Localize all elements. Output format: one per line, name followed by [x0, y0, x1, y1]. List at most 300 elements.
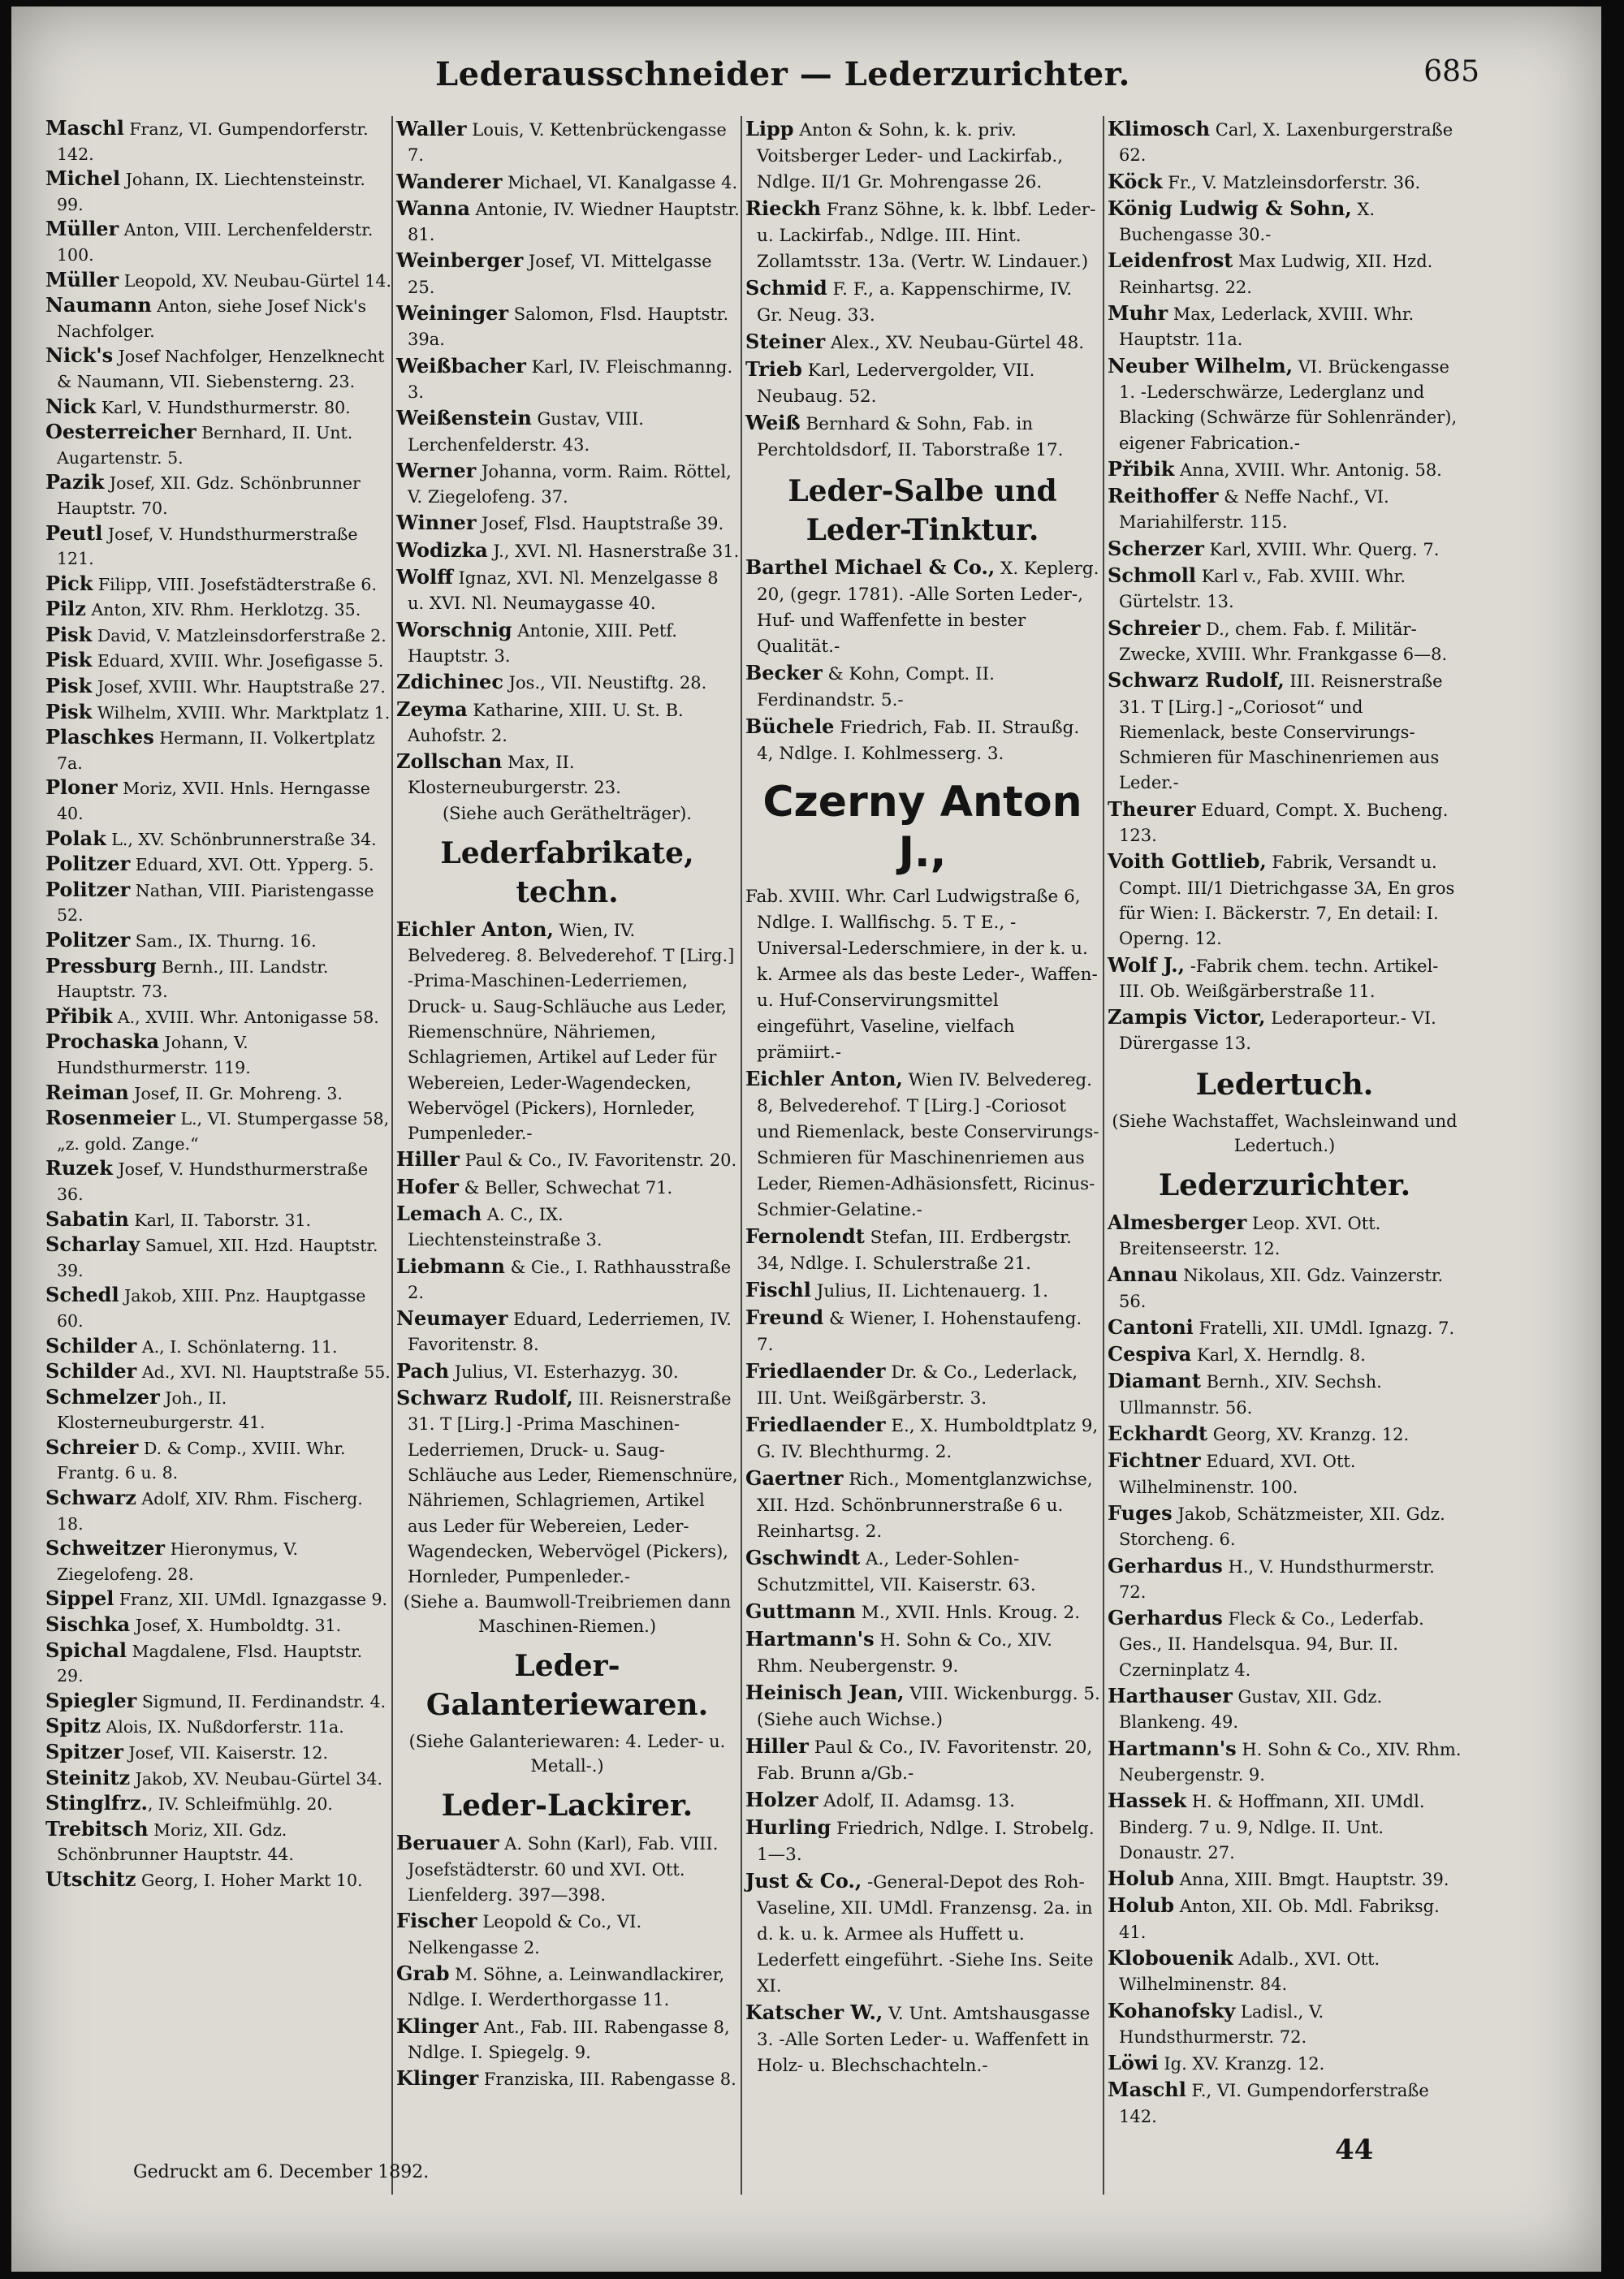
entry-name: Köck	[1108, 169, 1163, 193]
directory-entry	[395, 697, 740, 749]
entry-details: Ig. XV. Kranzg. 12.	[1158, 2054, 1325, 2074]
directory-entry	[395, 1306, 740, 1358]
directory-entry	[1106, 1893, 1463, 1945]
directory-entry	[395, 248, 740, 300]
directory-entry	[44, 1791, 391, 1817]
directory-entry	[44, 521, 391, 572]
entry-details: Nikolaus, XII. Gdz. Vainzerstr. 56.	[1119, 1266, 1444, 1311]
entry-details: A., XVIII. Whr. Antonigasse 58.	[112, 1007, 379, 1027]
directory-entry	[44, 1106, 391, 1156]
entry-details: L., XV. Schönbrunnerstraße 34.	[106, 829, 377, 849]
entry-name: Müller	[45, 217, 119, 241]
entry-name: Ploner	[45, 775, 118, 800]
directory-entry	[744, 329, 1101, 356]
entry-name: Prochaska	[45, 1029, 160, 1054]
directory-entry	[44, 1638, 391, 1689]
directory-entry	[44, 1766, 391, 1792]
directory-entry	[44, 395, 391, 421]
entry-details: Alex., XV. Neubau-Gürtel 48.	[825, 333, 1085, 353]
entry-name: Reiman	[45, 1080, 129, 1104]
entry-details: Johann, IX. Liechtensteinstr. 99.	[57, 170, 365, 214]
entry-details: Karl, Ledervergolder, VII. Neubaug. 52.	[757, 360, 1035, 407]
directory-entry	[744, 1224, 1101, 1277]
entry-name: Cespiva	[1108, 1342, 1192, 1366]
directory-entry	[395, 1385, 740, 1590]
section-heading: Leder-Galanteriewaren.	[425, 1649, 709, 1723]
entry-name: Muhr	[1108, 301, 1168, 326]
entry-name: Gaertner	[745, 1466, 844, 1490]
directory-entry	[395, 617, 740, 670]
directory-entry	[44, 116, 391, 166]
entry-details: Jakob, XV. Neubau-Gürtel 34.	[130, 1768, 382, 1789]
entry-details: Paul & Co., IV. Favoritenstr. 20, Fab. Brunn a/Gb.-	[757, 1737, 1093, 1784]
entry-details: D., chem. Fab. f. Militär-Zwecke, XVIII. Whr. Frankgasse 6—8.	[1119, 619, 1448, 664]
entry-details: Adolf, XIV. Rhm. Fischerg. 18.	[57, 1489, 363, 1534]
entry-name: Löwi	[1108, 2051, 1159, 2075]
entry-name: Wanna	[396, 196, 470, 220]
directory-entry	[44, 1334, 391, 1360]
directory-entry	[744, 410, 1101, 464]
entry-details: Anton, XIV. Rhm. Herklotzg. 35.	[85, 600, 361, 620]
entry-details: Nathan, VIII. Piaristengasse 52.	[57, 880, 374, 926]
directory-entry	[744, 1733, 1101, 1787]
directory-entry	[1106, 300, 1463, 353]
entry-details: Josef Nachfolger, Henzelknecht & Naumann, VII. Siebensterng. 23.	[57, 347, 385, 391]
entry-details: X. Keplerg. 20, (gegr. 1781). -Alle Sorten Leder-, Huf- und Waffenfette in bester Qualität.-	[757, 559, 1099, 657]
directory-entry	[1106, 116, 1463, 169]
directory-entry	[744, 1465, 1101, 1545]
running-title: Lederausschneider — Lederzurichter.	[435, 55, 1130, 93]
entry-name: Schreier	[45, 1435, 139, 1459]
directory-entry	[395, 458, 740, 511]
directory-entry	[744, 2000, 1101, 2079]
entry-name: Politzer	[45, 877, 131, 901]
entry-name: Oesterreicher	[45, 420, 197, 444]
entry-name: Naumann	[45, 293, 152, 317]
entry-details: M., XVII. Hnls. Kroug. 2.	[855, 1603, 1081, 1623]
entry-details: Jakob, Schätzmeister, XII. Gdz. Storcheng. 6.	[1119, 1504, 1445, 1550]
entry-name: Politzer	[45, 852, 131, 876]
entry-name: Müller	[45, 267, 119, 291]
directory-entry	[44, 725, 391, 775]
entry-details: Franziska, III. Rabengasse 8.	[478, 2070, 736, 2090]
entry-details: Ad., XVI. Nl. Hauptstraße 55.	[136, 1362, 391, 1383]
entry-details: Louis, V. Kettenbrückengasse 7.	[408, 120, 727, 166]
entry-name: Grab	[396, 1961, 450, 1985]
entry-name: Schreier	[1108, 615, 1201, 640]
entry-name: Zeyma	[396, 697, 468, 721]
directory-entry	[744, 555, 1101, 660]
directory-entry	[744, 1599, 1101, 1626]
section-heading: Czerny Anton J.,	[762, 778, 1082, 877]
directory-entry	[395, 196, 740, 248]
entry-name: Katscher W.,	[745, 2001, 883, 2024]
directory-entry	[1106, 1421, 1463, 1448]
entry-name: Hofer	[396, 1174, 459, 1198]
directory-entry	[744, 196, 1101, 275]
entry-details: Carl, X. Laxenburgerstraße 62.	[1119, 120, 1453, 166]
entry-name: Steiner	[745, 330, 826, 353]
entry-name: Maschl	[45, 116, 124, 140]
entry-name: Friedlaender	[745, 1413, 886, 1436]
entry-details: D. & Comp., XVIII. Whr. Frantg. 6 u. 8.	[57, 1438, 346, 1483]
signature-mark: 44	[1335, 2134, 1374, 2166]
entry-name: Annau	[1108, 1263, 1178, 1287]
directory-entry	[44, 1283, 391, 1333]
directory-entry	[1106, 1683, 1463, 1736]
entry-details: Josef, Flsd. Hauptstraße 39.	[476, 514, 724, 534]
directory-entry	[395, 1254, 740, 1306]
entry-details: Josef, V. Hundsthurmerstraße 121.	[57, 524, 358, 569]
entry-details: , IV. Schleifmühlg. 20.	[147, 1794, 333, 1815]
entry-name: Pisk	[45, 699, 93, 723]
directory-entry	[44, 1029, 391, 1080]
entry-name: Trieb	[745, 357, 802, 381]
entry-name: Schmoll	[1108, 563, 1197, 588]
directory-entry	[1106, 667, 1463, 796]
entry-details: Anna, XVIII. Whr. Antonig. 58.	[1174, 460, 1442, 480]
section-heading: Lederfabrikate, techn.	[440, 835, 694, 909]
entry-name: Neuber Wilhelm,	[1108, 353, 1294, 378]
entry-name: Polak	[45, 826, 106, 850]
entry-name: Pisk	[45, 648, 93, 672]
entry-name: Guttmann	[745, 1599, 856, 1623]
directory-entry	[744, 1787, 1101, 1815]
directory-entry	[44, 293, 391, 343]
directory-entry	[44, 268, 391, 294]
entry-details: X. Buchengasse 30.-	[1119, 199, 1375, 245]
entry-name: Holub	[1108, 1867, 1175, 1891]
entry-details: & Kohn, Compt. II. Ferdinandstr. 5.-	[757, 664, 995, 710]
entry-details: Michael, VI. Kanalgasse 4.	[502, 172, 738, 192]
entry-name: Schwarz	[45, 1486, 136, 1510]
entry-name: Plaschkes	[45, 725, 154, 749]
entry-details: Hieronymus, V. Ziegelofeng. 28.	[57, 1539, 299, 1584]
entry-details: Ant., Fab. III. Rabengasse 8, Ndlge. I. Spiegelg. 9.	[408, 2017, 730, 2062]
entry-name: Zampis Victor,	[1108, 1005, 1266, 1029]
entry-details: Bernhard & Sohn, Fab. in Perchtoldsdorf, II. Taborstraße 17.	[757, 414, 1064, 460]
entry-details: Julius, II. Lichtenauerg. 1.	[810, 1281, 1048, 1301]
entry-details: Friedrich, Ndlge. I. Strobelg. 1—3.	[757, 1819, 1095, 1865]
entry-details: Fr., V. Matzleinsdorferstr. 36.	[1162, 172, 1421, 192]
entry-details: Joh., II. Klosterneuburgerstr. 41.	[57, 1388, 266, 1433]
entry-details: & Neffe Nachf., VI. Mariahilferstr. 115.	[1119, 487, 1389, 533]
entry-details: Max, II. Klosterneuburgerstr. 23.	[408, 753, 621, 798]
directory-entry	[44, 470, 391, 520]
directory-entry	[44, 954, 391, 1004]
entry-details: Lederaporteur.- VI. Dürergasse 13.	[1119, 1008, 1436, 1054]
entry-name: Lemach	[396, 1201, 482, 1225]
entry-name: Lipp	[745, 117, 794, 140]
directory-entry	[395, 564, 740, 617]
section-heading: Leder-Salbe und Leder-Tinktur.	[788, 474, 1057, 547]
entry-name: Schilder	[45, 1359, 137, 1383]
directory-entry	[1106, 1998, 1463, 2051]
directory-entry	[744, 1305, 1101, 1358]
directory-entry	[44, 928, 391, 954]
entry-name: Gschwindt	[745, 1546, 861, 1569]
directory-entry	[1106, 1368, 1463, 1421]
entry-details: Max, Lederlack, XVIII. Whr. Hauptstr. 11a.	[1119, 304, 1415, 350]
entry-name: Hurling	[745, 1815, 831, 1839]
directory-entry	[395, 1146, 740, 1173]
directory-entry	[744, 275, 1101, 329]
directory-entry	[1106, 848, 1463, 952]
directory-entry	[1106, 248, 1463, 300]
directory-entry	[395, 749, 740, 801]
directory-entry	[44, 648, 391, 674]
entry-name: Zollschan	[396, 749, 503, 774]
entry-details: Stefan, III. Erdbergstr. 34, Ndlge. I. Schulerstraße 21.	[757, 1228, 1072, 1274]
entry-name: König Ludwig & Sohn,	[1108, 196, 1352, 220]
entry-name: Fichtner	[1108, 1448, 1201, 1473]
directory-entry	[395, 1830, 740, 1908]
entry-details: Karl, V. Hundsthurmerstr. 80.	[96, 397, 351, 417]
entry-details: Eduard, XVIII. Whr. Josefigasse 5.	[92, 651, 384, 671]
entry-details: Gustav, XII. Gdz. Blankeng. 49.	[1119, 1687, 1383, 1733]
directory-entry	[1106, 536, 1463, 563]
entry-details: Georg, I. Hoher Markt 10.	[136, 1870, 363, 1890]
entry-details: Jos., VII. Neustiftg. 28.	[503, 673, 707, 693]
entry-details: Wien IV. Belvedereg. 8, Belvederehof. T [Lirg.] -Coriosot und Riemenlack, beste Conservirungs-Schmieren für Maschinenriemen aus Leder, Riemen-Adhäsionsfett, Ricinus-Schmier-Gelatine.-	[757, 1070, 1099, 1220]
entry-details: Eduard, Lederriemen, IV. Favoritenstr. 8.	[408, 1310, 732, 1355]
directory-entry	[1106, 1004, 1463, 1057]
directory-entry	[744, 116, 1101, 196]
entry-name: Pisk	[45, 622, 93, 646]
entry-details: Adolf, II. Adamsg. 13.	[818, 1791, 1015, 1811]
entry-details: L., VI. Stumpergasse 58, „z. gold. Zange.“	[57, 1109, 390, 1154]
directory-entry	[44, 1536, 391, 1586]
entry-details: Johanna, vorm. Raim. Röttel, V. Ziegelofeng. 37.	[408, 461, 732, 507]
entry-name: Klinger	[396, 2066, 479, 2091]
entry-name: Pazik	[45, 470, 105, 494]
directory-entry	[44, 1081, 391, 1107]
directory-entry	[44, 217, 391, 267]
directory-entry	[44, 1714, 391, 1740]
directory-entry	[1106, 483, 1463, 536]
directory-entry	[1106, 1341, 1463, 1368]
entry-name: Pisk	[45, 674, 93, 698]
directory-entry	[744, 1815, 1101, 1868]
entry-details: Karl, X. Herndlg. 8.	[1191, 1345, 1366, 1366]
directory-entry	[744, 1626, 1101, 1680]
directory-entry	[44, 1486, 391, 1536]
entry-name: Hartmann's	[745, 1627, 875, 1651]
entry-name: Gerhardus	[1108, 1553, 1223, 1578]
entry-details: M. Söhne, a. Leinwandlackirer, Ndlge. I. Werderthorgasse 11.	[408, 1964, 725, 2010]
entry-details: H. Sohn & Co., XIV. Rhm. Neubergenstr. 9.	[1119, 1739, 1462, 1785]
entry-name: Voith Gottlieb,	[1108, 849, 1267, 874]
entry-details: Ladisl., V. Hundsthurmerstr. 72.	[1119, 2001, 1324, 2047]
entry-details: F., VI. Gumpendorferstraße 142.	[1119, 2081, 1429, 2126]
entry-name: Rieckh	[745, 196, 822, 220]
entry-name: Weinberger	[396, 248, 524, 273]
entry-details: Moriz, XII. Gdz. Schönbrunner Hauptstr. 44.	[57, 1819, 294, 1865]
directory-entry	[44, 700, 391, 726]
entry-name: Weißenstein	[396, 406, 532, 430]
entry-details: Moriz, XVII. Hnls. Herngasse 40.	[57, 779, 370, 824]
entry-details: III. Reisnerstraße 31. T [Lirg.] -„Coriosot“ und Riemenlack, beste Conservirungs-Schmieren für Maschinenriemen aus Leder.-	[1119, 671, 1443, 793]
entry-name: Přibik	[45, 1004, 113, 1028]
directory-entry	[1106, 169, 1463, 196]
directory-entry	[1106, 1500, 1463, 1553]
entry-name: Weininger	[396, 301, 509, 326]
entry-name: Nick's	[45, 343, 114, 368]
directory-entry	[1106, 2077, 1463, 2130]
entry-details: Franz Söhne, k. k. lbbf. Leder- u. Lackirfab., Ndlge. III. Hint. Zollamtsstr. 13a. (Vertr. W. Lindauer.)	[757, 200, 1096, 272]
directory-entry	[44, 166, 391, 217]
directory-entry	[395, 917, 740, 1147]
directory-entry	[395, 2014, 740, 2066]
directory-entry	[1106, 456, 1463, 483]
entry-name: Heinisch Jean,	[745, 1681, 905, 1704]
directory-entry	[44, 1435, 391, 1486]
column-3	[744, 116, 1101, 2079]
directory-entry	[1106, 353, 1463, 456]
entry-details: Franz, VI. Gumpendorferstr. 142.	[57, 119, 369, 164]
entry-details: Adalb., XVI. Ott. Wilhelminenstr. 84.	[1119, 1949, 1380, 1995]
entry-details: Samuel, XII. Hzd. Hauptstr. 39.	[57, 1236, 378, 1280]
directory-entry	[44, 572, 391, 598]
entry-details: Bernh., XIV. Sechsh. Ullmannstr. 56.	[1119, 1372, 1382, 1418]
entry-details: Alois, IX. Nußdorferstr. 11a.	[100, 1717, 344, 1737]
entry-name: Sischka	[45, 1612, 131, 1637]
entry-name: Pressburg	[45, 953, 157, 978]
entry-name: Werner	[396, 458, 477, 482]
directory-entry	[395, 2065, 740, 2092]
entry-details: Bernhard, II. Unt. Augartenstr. 5.	[57, 423, 353, 468]
entry-details: III. Reisnerstraße 31. T [Lirg.] -Prima Maschinen-Lederriemen, Druck- u. Saug-Schläuche aus Leder, Riemenschnüre, Nähriemen, Schlagriemen, Artikel aus Leder für Webereien, Leder-Wagendecken, Webervögel (Pickers), Hornleder, Pumpenleder.-	[408, 1389, 738, 1587]
entry-details: VIII. Wickenburgg. 5. (Siehe auch Wichse.)	[757, 1684, 1100, 1730]
directory-entry	[1106, 1210, 1463, 1263]
entry-name: Sippel	[45, 1586, 114, 1611]
entry-details: A. Sohn (Karl), Fab. VIII. Josefstädterstr. 60 und XVI. Ott. Lienfelderg. 397—398.	[408, 1834, 719, 1906]
entry-name: Reithoffer	[1108, 484, 1219, 508]
entry-name: Rosenmeier	[45, 1106, 175, 1130]
entry-details: E., X. Humboldtplatz 9, G. IV. Blechthurmg. 2.	[757, 1416, 1099, 1462]
entry-name: Hiller	[745, 1734, 809, 1758]
entry-details: Karl, IV. Fleischmanng. 3.	[408, 356, 733, 402]
directory-entry	[1106, 796, 1463, 849]
directory-entry	[744, 884, 1101, 1066]
directory-entry	[395, 169, 740, 196]
entry-name: Pach	[396, 1358, 450, 1383]
entry-details: H., V. Hundsthurmerstr. 72.	[1119, 1556, 1435, 1602]
entry-name: Holzer	[745, 1788, 818, 1811]
entry-details: Karl v., Fab. XVIII. Whr. Gürtelstr. 13.	[1119, 567, 1406, 612]
entry-name: Přibik	[1108, 456, 1175, 481]
entry-details: A. C., IX. Liechtensteinstraße 3.	[408, 1204, 603, 1250]
entry-name: Eichler Anton,	[396, 917, 554, 941]
directory-entry	[44, 775, 391, 826]
entry-details: Filipp, VIII. Josefstädterstraße 6.	[93, 574, 377, 594]
entry-name: Pilz	[45, 597, 86, 621]
entry-details: H. & Hoffmann, XII. UMdl. Binderg. 7 u. 9, Ndlge. II. Unt. Donaustr. 27.	[1119, 1792, 1425, 1862]
entry-name: Gerhardus	[1108, 1606, 1223, 1630]
directory-entry	[44, 1207, 391, 1233]
cross-reference-note: (Siehe auch Geräthelträger).	[442, 803, 692, 823]
entry-details: Rich., Momentglanzwichse, XII. Hzd. Schönbrunnerstraße 6 u. Reinhartsg. 2.	[757, 1470, 1093, 1542]
print-date: Gedruckt am 6. December 1892.	[133, 2162, 430, 2182]
directory-entry	[44, 1004, 391, 1030]
page-header	[11, 52, 1601, 101]
entry-name: Spitz	[45, 1714, 101, 1738]
entry-details: Dr. & Co., Lederlack, III. Unt. Weißgärberstr. 3.	[757, 1362, 1078, 1409]
entry-name: Wodizka	[396, 537, 488, 562]
directory-entry	[395, 116, 740, 169]
entry-details: David, V. Matzleinsdorferstraße 2.	[92, 625, 387, 645]
entry-details: Gustav, VIII. Lerchenfelderstr. 43.	[408, 409, 644, 455]
entry-details: Fab. XVIII. Whr. Carl Ludwigstraße 6, Ndlge. I. Wallfischg. 5. T E., -Universal-Lederschmiere, in der k. u. k. Armee als das beste Leder-, Waffen- u. Huf-Conservirungsmittel eingeführt, Vaseline, vielfach prämiirt.-	[745, 887, 1098, 1063]
entry-details: Wien, IV. Belvedereg. 8. Belvederehof. T [Lirg.] -Prima-Maschinen-Lederriemen, Druck- u. Saug-Schläuche aus Leder, Riemenschnüre, Nähriemen, Schlagriemen, Artikel auf Leder für Webereien, Leder-Wagendecken, Webervögel (Pickers), Hornleder, Pumpenleder.-	[408, 920, 735, 1144]
directory-entry	[744, 660, 1101, 714]
entry-name: Eckhardt	[1108, 1422, 1208, 1446]
directory-entry	[744, 1680, 1101, 1733]
directory-entry	[744, 1277, 1101, 1305]
directory-entry	[395, 1908, 740, 1961]
entry-name: Steinitz	[45, 1765, 131, 1789]
entry-name: Zdichinec	[396, 670, 503, 694]
entry-name: Beruauer	[396, 1831, 499, 1855]
directory-entry	[1106, 1736, 1463, 1789]
entry-details: Eduard, Compt. X. Bucheng. 123.	[1119, 800, 1449, 846]
entry-details: Josef, VII. Kaiserstr. 12.	[123, 1743, 328, 1763]
directory-entry	[1106, 1788, 1463, 1866]
directory-entry	[44, 1156, 391, 1206]
entry-name: Weiß	[745, 411, 801, 434]
entry-name: Pick	[45, 571, 93, 595]
entry-name: Cantoni	[1108, 1314, 1194, 1339]
entry-details: F. F., a. Kappenschirme, IV. Gr. Neug. 33.	[757, 279, 1073, 326]
directory-entry	[44, 1740, 391, 1766]
entry-details: Bernh., III. Landstr. Hauptstr. 73.	[57, 956, 329, 1002]
directory-entry	[44, 852, 391, 878]
entry-name: Hassek	[1108, 1789, 1187, 1813]
entry-name: Neumayer	[396, 1306, 508, 1331]
column-2	[395, 116, 740, 2092]
directory-entry	[395, 1358, 740, 1385]
entry-name: Nick	[45, 394, 97, 418]
directory-entry	[1106, 1262, 1463, 1314]
entry-name: Peutl	[45, 520, 103, 545]
column-1	[44, 116, 391, 1893]
entry-details: Karl, II. Taborstr. 31.	[128, 1210, 312, 1230]
entry-name: Utschitz	[45, 1867, 136, 1891]
entry-details: Eduard, XVI. Ott. Ypperg. 5.	[130, 855, 374, 875]
entry-name: Fuges	[1108, 1500, 1173, 1525]
entry-name: Fischer	[396, 1909, 477, 1933]
entry-details: Max Ludwig, XII. Hzd. Reinhartsg. 22.	[1119, 252, 1433, 297]
directory-entry	[1106, 615, 1463, 668]
entry-details: Anna, XIII. Bmgt. Hauptstr. 39.	[1174, 1870, 1449, 1890]
directory-entry	[1106, 1605, 1463, 1683]
entry-name: Hartmann's	[1108, 1736, 1237, 1760]
entry-name: Wolf J.,	[1108, 952, 1186, 977]
entry-name: Schmid	[745, 276, 827, 300]
entry-details: Anton & Sohn, k. k. priv. Voitsberger Leder- und Lackirfab., Ndlge. II/1 Gr. Mohrengasse 26.	[757, 120, 1064, 192]
page-number: 685	[1423, 55, 1479, 88]
entry-name: Becker	[745, 661, 823, 684]
directory-entry	[744, 1412, 1101, 1465]
section-heading: Ledertuch.	[1195, 1067, 1374, 1102]
directory-entry	[1106, 2050, 1463, 2077]
entry-name: Schwarz Rudolf,	[396, 1386, 573, 1410]
entry-details: Fratelli, XII. UMdl. Ignazg. 7.	[1193, 1318, 1455, 1338]
entry-details: J., XVI. Nl. Hasnerstraße 31.	[487, 541, 740, 561]
directory-entry	[744, 1066, 1101, 1224]
entry-details: Franz, XII. UMdl. Ignazgasse 9.	[114, 1590, 388, 1610]
cross-reference-note: (Siehe Galanteriewaren: 4. Leder- u. Metall-.)	[408, 1732, 726, 1776]
